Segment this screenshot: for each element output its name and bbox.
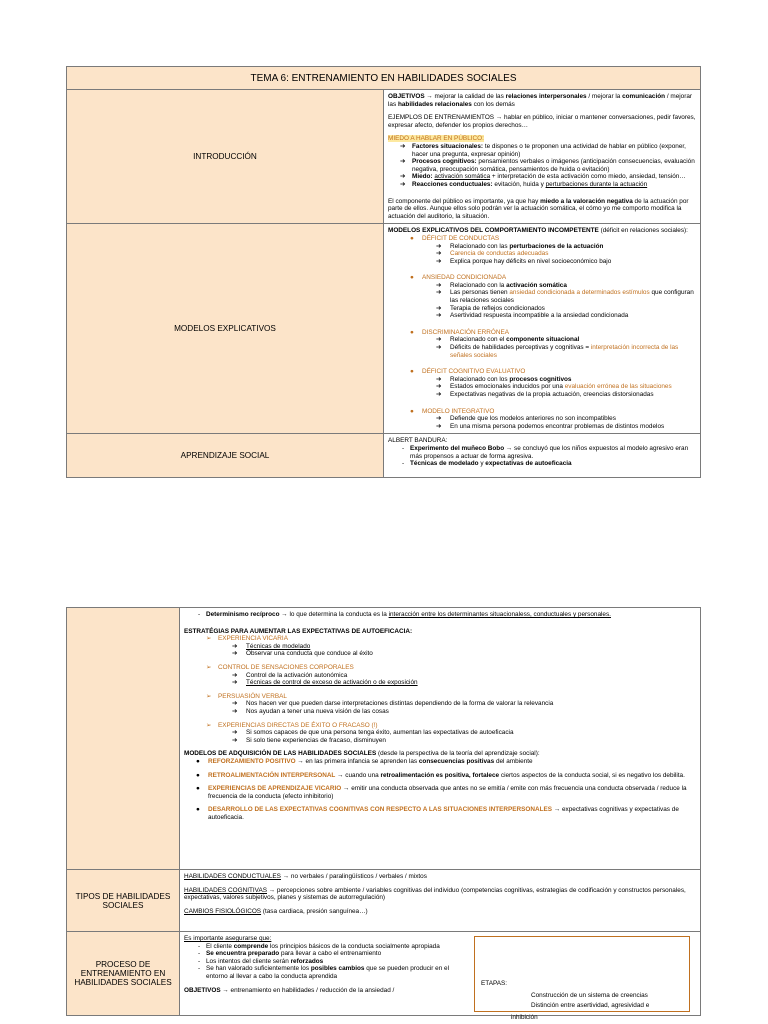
list-item: HABILIDADES COGNITIVAS → percepciones sobre ambiente / variables cognitivas del individuo (competencias cognitivas, estrategias de codificación y constructos personales, expectativas, valores subjetivos, planes y sistemas de autorregulación) bbox=[184, 886, 686, 902]
list-item: - Técnicas de modelado y expectativas de autoeficacia bbox=[402, 460, 572, 468]
list-item: HABILIDADES CONDUCTUALES → no verbales / paralingüísticos / verbales / mixtos bbox=[184, 873, 427, 880]
tipos-content bbox=[180, 870, 701, 932]
author-line: ALBERT BANDURA: bbox=[388, 437, 448, 445]
row-label-tipos: TIPOS DE HABILIDADES SOCIALES bbox=[67, 870, 180, 932]
list-item: ➔ Nos hacen ver que pueden darse interpretaciones distintas dependiendo de la forma de valorar la relevancia bbox=[232, 700, 554, 708]
list-item: ➔ Estados emocionales inducidos por una evaluación errónea de las situaciones bbox=[436, 383, 672, 391]
list-item: ➔ Si somos capaces de que una persona tenga éxito, aumentan las expectativas de autoeficacia bbox=[232, 729, 514, 737]
list-item: ➔ Las personas tienen ansiedad condicionada a determinados estímulos que configuran las relaciones sociales bbox=[436, 289, 694, 305]
componente-publico-text: El componente del público es importante, ya que hay miedo a la valoración negativa de la actuación por parte de ellos. Aunque ellos solo podrán ver la actuación somática, el cómo yo me comporto modifica la actuación del auditorio, la situación. bbox=[388, 197, 689, 220]
miedo-heading: MIEDO A HABLAR EN PÚBLICO: bbox=[388, 135, 484, 143]
row-label-modelos: MODELOS EXPLICATIVOS bbox=[67, 224, 384, 434]
list-item: ➔ En una misma persona podemos encontrar problemas de distintos modelos bbox=[436, 422, 665, 430]
model-item: ● MODELO INTEGRATIVO bbox=[410, 407, 495, 415]
row-label-aprendizaje: APRENDIZAJE SOCIAL bbox=[67, 434, 384, 478]
list-item: ● DESARROLLO DE LAS EXPECTATIVAS COGNITIVAS CON RESPECTO A LAS SITUACIONES INTERPERSONALES → expectativas cognitivas y expectativas de autoeficacia. bbox=[196, 806, 679, 821]
list-item: ➔ Relacionado con las perturbaciones de la actuación bbox=[436, 242, 604, 250]
strategy-item: ➢ EXPERIENCIAS DIRECTAS DE ÉXITO O FRACASO (!) bbox=[206, 721, 378, 729]
etapa-item: Construcción de un sistema de creencias bbox=[531, 992, 648, 999]
list-item: CAMBIOS FISIOLÓGICOS (tasa cardiaca, presión sanguínea…) bbox=[184, 907, 368, 915]
list-item: ➔ Déficits de habilidades perceptivas y cognitivas = interpretación incorrecta de las señales sociales bbox=[436, 344, 679, 359]
list-item: ➔ Factores situacionales: te dispones o te proponen una actividad de hablar en público (exponer, hacer una pregunta, expresar opinión) bbox=[400, 142, 686, 158]
list-item: ➔ Terapia de reflejos condicionados bbox=[436, 304, 545, 312]
row-label-introduccion: INTRODUCCIÓN bbox=[67, 90, 384, 224]
model-item: ● DÉFICIT DE CONDUCTAS bbox=[410, 234, 500, 242]
list-item: ● EXPERIENCIAS DE APRENDIZAJE VICARIO → emitir una conducta observada que antes no se emitía / emite con más frecuencia una conducta observada / reduce la frecuencia de la conducta (efecto inhibitorio) bbox=[196, 785, 687, 800]
strategy-item: ➢ CONTROL DE SENSACIONES CORPORALES bbox=[206, 663, 354, 671]
topic-table-continued bbox=[66, 607, 701, 1021]
list-item: ● REFORZAMIENTO POSITIVO → en las primera infancia se aprenden las consecuencias positivas del ambiente bbox=[196, 757, 533, 765]
list-item: ➔ Explica porque hay déficits en nivel socioeconómico bajo bbox=[436, 257, 612, 265]
list-item: - Los intentos del cliente serán reforzados bbox=[198, 957, 324, 965]
list-item: ● RETROALIMENTACIÓN INTERPERSONAL → cuando una retroalimentación es positiva, fortalece ciertos aspectos de la conducta social, si es negativo los debilita. bbox=[196, 771, 685, 779]
list-item: ➔ Relacionado con el componente situacional bbox=[436, 336, 580, 344]
list-item: ➔ Defiende que los modelos anteriores no son incompatibles bbox=[436, 415, 616, 423]
row-label-empty bbox=[67, 608, 180, 870]
determinismo-line: - Determinismo recíproco → lo que determina la conducta es la interacción entre los determinantes situacionaless, conductuales y personales. bbox=[198, 611, 611, 618]
list-item: - Se han valorado suficientemente los posibles cambios que se pueden producir en el entorno al llevar a cabo la conducta aprendida bbox=[198, 965, 450, 980]
proceso-content bbox=[180, 932, 701, 1021]
ejemplos-line: EJEMPLOS DE ENTRENAMIENTOS → hablar en público, iniciar o mantener conversaciones, pedir favores, expresar afecto, defender los propios derechos… bbox=[388, 114, 696, 129]
list-item: - Experimento del muñeco Bobo → se concluyó que los niños expuestos al modelo agresivo eran más propensos a actuar de forma agresiva. bbox=[402, 444, 689, 460]
estrategias-heading: ESTRATÉGIAS PARA AUMENTAR LAS EXPECTATIVAS DE AUTOEFICACIA: bbox=[184, 627, 413, 635]
aprendizaje-content bbox=[384, 434, 701, 478]
list-item: ➔ Técnicas de modelado bbox=[232, 642, 311, 650]
list-item: ➔ Técnicas de control de exceso de activación o de exposición bbox=[232, 679, 418, 687]
model-item: ● ANSIEDAD CONDICIONADA bbox=[410, 274, 507, 282]
page-title: TEMA 6: ENTRENAMIENTO EN HABILIDADES SOCIALES bbox=[67, 67, 701, 90]
list-item: ➔ Observar una conducta que conduce al éxito bbox=[232, 650, 373, 658]
list-item: ➔ Nos ayudan a tener una nueva visión de las cosas bbox=[232, 707, 389, 715]
list-item: ➔ Miedo: activación somática + interpretación de esta activación como miedo, ansiedad, tensión… bbox=[400, 173, 686, 181]
etapa-item: Distinción entre asertividad, agresividad e bbox=[531, 1002, 650, 1009]
modelos-content bbox=[384, 224, 701, 434]
list-item: - El cliente comprende los principios básicos de la conducta socialmente apropiada bbox=[198, 942, 440, 950]
etapas-label: ETAPAS: bbox=[481, 980, 508, 987]
model-item: ● DÉFICIT COGNITIVO EVALUATIVO bbox=[410, 368, 526, 376]
topic-table bbox=[66, 66, 701, 478]
document-page-1 bbox=[66, 66, 701, 478]
adquisicion-heading: MODELOS DE ADQUISICIÓN DE LAS HABILIDADES SOCIALES (desde la perspectiva de la teoría del aprendizaje social): bbox=[184, 750, 540, 758]
list-item: ➔ Relacionado con los procesos cognitivos bbox=[436, 375, 572, 383]
etapa-item: inhibición bbox=[511, 1014, 538, 1021]
list-item: ➔ Control de la activación autonómica bbox=[232, 671, 348, 679]
document-page-2 bbox=[66, 607, 701, 1021]
etapas-box bbox=[474, 936, 690, 1021]
list-item: - Se encuentra preparado para llevar a cabo el entrenamiento bbox=[198, 950, 382, 958]
list-item: ➔ Relacionado con la activación somática bbox=[436, 281, 567, 289]
list-item: ➔ Procesos cognitivos: pensamientos verbales o imágenes (anticipación consecuencias, evaluación negativa, preocupación somática, pensamientos de huida o evitación) bbox=[400, 158, 695, 173]
strategy-item: ➢ PERSUASIÓN VERBAL bbox=[206, 692, 287, 700]
intro-content bbox=[384, 90, 701, 224]
strategy-item: ➢ EXPERIENCIA VICARIA bbox=[206, 635, 288, 643]
proceso-heading: Es importante asegurarse que: bbox=[184, 935, 272, 942]
list-item: ➔ Reacciones conductuales: evitación, huida y perturbaciones durante la actuación bbox=[400, 180, 648, 188]
list-item: ➔ Carencia de conductas adecuadas bbox=[436, 250, 549, 258]
row-label-proceso: PROCESO DE ENTRENAMIENTO EN HABILIDADES SOCIALES bbox=[67, 932, 180, 1016]
modelos-heading: MODELOS EXPLICATIVOS DEL COMPORTAMIENTO INCOMPETENTE (déficit en relaciones sociales): bbox=[388, 227, 688, 235]
model-item: ● DISCRIMINACIÓN ERRÓNEA bbox=[410, 328, 509, 336]
objetivos-line: OBJETIVOS → mejorar la calidad de las relaciones interpersonales / mejorar la comunicación / mejorar las habilidades relacionales con los demás bbox=[388, 93, 693, 108]
list-item: ➔ Si solo tiene experiencias de fracaso, disminuyen bbox=[232, 736, 386, 744]
continuation-content bbox=[180, 608, 701, 870]
proceso-objetivos: OBJETIVOS → entrenamiento en habilidades / reducción de la ansiedad / bbox=[184, 986, 395, 994]
list-item: ➔ Asertividad respuesta incompatible a la ansiedad condicionada bbox=[436, 312, 629, 320]
list-item: ➔ Expectativas negativas de la propia actuación, creencias distorsionadas bbox=[436, 391, 654, 398]
